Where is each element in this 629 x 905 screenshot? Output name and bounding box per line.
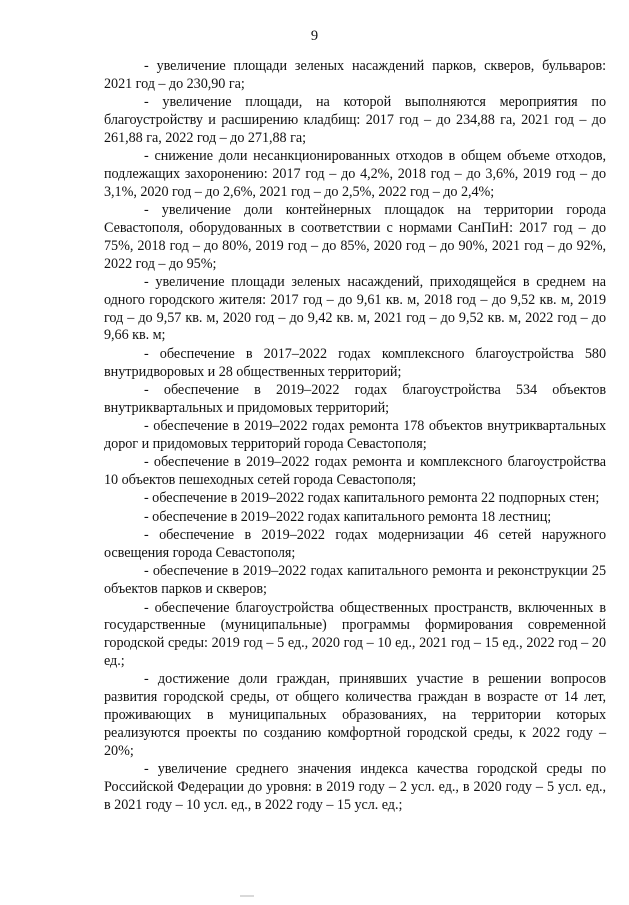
list-item: - увеличение среднего значения индекса качества городской среды по Российской Федерации до уровня: в 2019 году – 2 усл. ед., в 2020 году – 5 усл. ед., в 2021 году – 10 усл. ед., в 2022 году – 15 усл. ед.; (104, 760, 606, 813)
list-item: - обеспечение в 2017–2022 годах комплексного благоустройства 580 внутридворовых и 28 общественных территорий; (104, 345, 606, 380)
list-item: - снижение доли несанкционированных отходов в общем объеме отходов, подлежащих захоронению: 2017 год – до 4,2%, 2018 год – до 3,6%, 2019 год – до 3,1%, 2020 год – до 2,6%, 2021 год – до 2,5%, 2022 год – до 2,4%; (104, 148, 606, 200)
list-item: - обеспечение в 2019–2022 годах модернизации 46 сетей наружного освещения города Севастополя; (104, 527, 606, 562)
list-item: - достижение доли граждан, принявших участие в решении вопросов развития городской среды, от общего количества граждан в возрасте от 14 лет, проживающих в муниципальных образованиях, на территории которых реализуются проекты по созданию комфортной городской среды, к 2022 году – 20%; (104, 671, 606, 759)
list-item: - обеспечение в 2019–2022 годах капитального ремонта 18 лестниц; (144, 508, 552, 525)
scan-artifact-mark (240, 895, 254, 897)
page-number: 9 (310, 28, 319, 44)
document-body (104, 58, 606, 814)
list-item: - обеспечение в 2019–2022 годах ремонта и комплексного благоустройства 10 объектов пешеходных сетей города Севастополя; (104, 454, 606, 489)
list-item: - увеличение площади, на которой выполняются мероприятия по благоустройству и расширению кладбищ: 2017 год – до 234,88 га, 2021 год – до 261,88 га, 2022 год – до 271,88 га; (104, 94, 606, 146)
list-item: - обеспечение в 2019–2022 годах благоустройства 534 объектов внутриквартальных и придомовых территорий; (104, 381, 606, 416)
list-item: - увеличение доли контейнерных площадок на территории города Севастополя, оборудованных в соответствии с нормами СанПиН: 2017 год – до 75%, 2018 год – до 80%, 2019 год – до 85%, 2020 год – до 90%, 2021 год – до 92%, 2022 год – до 95%; (104, 202, 606, 272)
list-item: - обеспечение в 2019–2022 годах капитального ремонта и реконструкции 25 объектов парков и скверов; (104, 563, 606, 598)
list-item: - обеспечение в 2019–2022 годах капитального ремонта 22 подпорных стен; (144, 490, 600, 507)
list-item: - обеспечение в 2019–2022 годах ремонта 178 объектов внутриквартальных дорог и придомовых территорий города Севастополя; (104, 418, 606, 452)
list-item: - увеличение площади зеленых насаждений парков, скверов, бульваров: 2021 год – до 230,90 га; (104, 58, 606, 92)
list-item: - обеспечение благоустройства общественных пространств, включенных в государственные (муниципальные) программы формирования современной городской среды: 2019 год – 5 ед., 2020 год – 10 ед., 2021 год – 15 ед., 2022 год – 20 ед.; (104, 599, 606, 670)
list-item: - увеличение площади зеленых насаждений, приходящейся в среднем на одного городского жителя: 2017 год – до 9,61 кв. м, 2018 год – до 9,52 кв. м, 2019 год – до 9,57 кв. м, 2020 год – до 9,42 кв. м, 2021 год – до 9,52 кв. м, 2022 год – до 9,66 кв. м; (104, 273, 606, 344)
